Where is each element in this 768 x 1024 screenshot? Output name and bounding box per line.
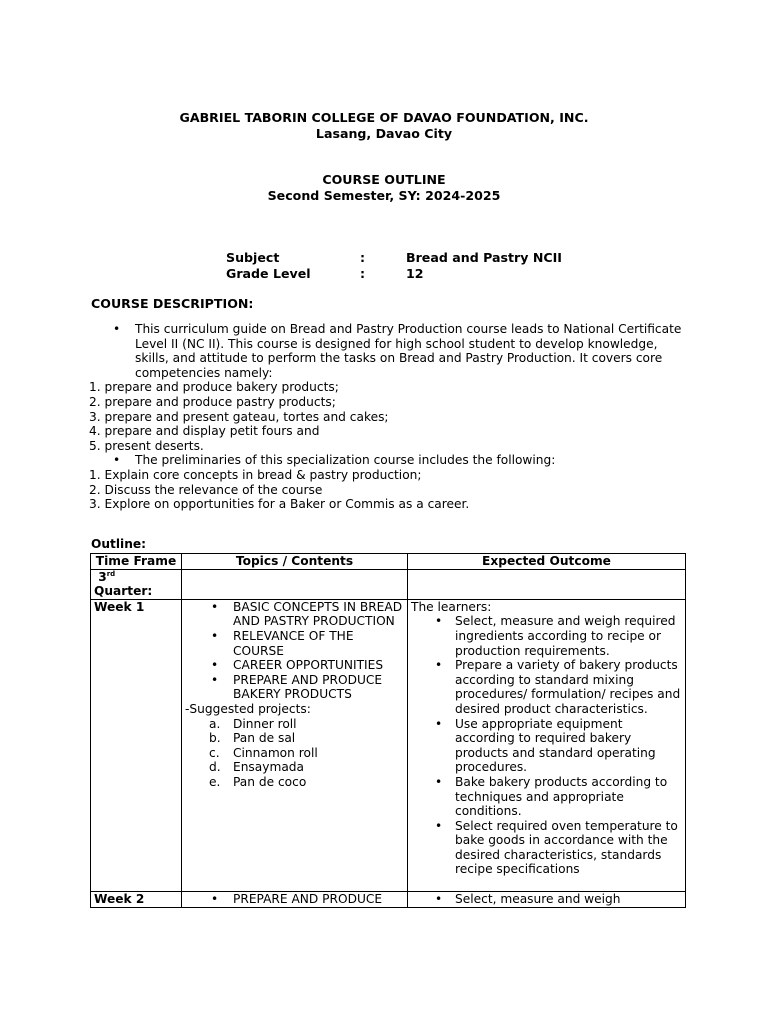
project-item (209, 774, 404, 790)
bullet-icon: • (113, 453, 121, 468)
project-item (209, 760, 404, 775)
project-text: Cinnamon roll (233, 745, 318, 760)
grade-label: Grade Level (226, 266, 311, 281)
document-title: COURSE OUTLINE (322, 172, 446, 187)
project-marker: b. (209, 731, 221, 746)
project-item (209, 716, 404, 732)
competency-item: 3. prepare and present gateau, tortes and cakes; (89, 409, 389, 424)
outcome-item: • Use appropriate equipment according to required bakery products and standard operating procedures. (455, 717, 682, 775)
table-header-row (91, 554, 686, 570)
semester-label: Second Semester, SY: 2024-2025 (267, 187, 501, 203)
prelim-item: 1. Explain core concepts in bread & pastry production; (89, 467, 422, 482)
header-time-frame: Time Frame (91, 554, 182, 570)
outcomes-list (411, 892, 682, 907)
topics-list (185, 600, 404, 702)
header-outcome: Expected Outcome (408, 554, 686, 570)
document-title-block (0, 172, 768, 203)
subject-label: Subject (226, 250, 280, 265)
table-row (91, 892, 686, 908)
description-bullet (89, 322, 689, 380)
grade-value: 12 (406, 266, 424, 281)
learners-label: The learners: (411, 599, 492, 614)
project-marker: e. (209, 774, 221, 789)
outcome-item: • Select, measure and weigh required ingredients according to recipe or production requirements. (455, 614, 682, 658)
prelim-bullet (89, 453, 689, 468)
topic-item: • PREPARE AND PRODUCE BAKERY PRODUCTS (233, 673, 404, 702)
competency-list (89, 380, 689, 453)
quarter-suffix: rd (106, 569, 116, 578)
outcome-item: • Select, measure and weigh (455, 892, 682, 907)
projects-list (185, 717, 404, 790)
topic-item: • PREPARE AND PRODUCE (233, 892, 404, 907)
table-row (91, 599, 686, 891)
outline-table (90, 553, 686, 908)
prelim-item: 3. Explore on opportunities for a Baker or Commis as a career. (89, 497, 470, 512)
project-item (209, 745, 404, 761)
project-text: Ensaymada (233, 760, 305, 775)
prelim-intro: The preliminaries of this specialization course includes the following: (135, 453, 556, 468)
competency-item: 5. present deserts. (89, 438, 204, 453)
week-label: Week 1 (91, 599, 182, 891)
subject-row (226, 251, 562, 267)
outcome-item: • Select required oven temperature to bake goods in accordance with the desired characteristics, standards recipe specifications (455, 819, 682, 877)
course-description (89, 322, 689, 512)
quarter-cell (91, 569, 182, 599)
topic-item: • BASIC CONCEPTS IN BREAD AND PASTRY PRODUCTION (233, 600, 404, 629)
project-marker: c. (209, 745, 220, 760)
project-text: Dinner roll (233, 716, 297, 731)
project-text: Pan de sal (233, 731, 296, 746)
empty-cell (182, 569, 408, 599)
topic-item: • RELEVANCE OF THE COURSE (233, 629, 404, 658)
competency-item: 2. prepare and produce pastry products; (89, 394, 336, 409)
school-location: Lasang, Davao City (315, 125, 453, 141)
bullet-icon: • (113, 322, 121, 336)
suggested-projects-label: -Suggested projects: (185, 701, 311, 716)
prelim-item: 2. Discuss the relevance of the course (89, 482, 323, 497)
header-topics: Topics / Contents (182, 554, 408, 570)
school-name: GABRIEL TABORIN COLLEGE OF DAVAO FOUNDATION, INC. (179, 110, 589, 125)
grade-colon: : (360, 266, 366, 281)
quarter-word: Quarter: (94, 584, 153, 599)
week-label: Week 2 (91, 892, 182, 908)
outcomes-cell (408, 599, 686, 891)
school-header (0, 110, 768, 141)
empty-cell (408, 569, 686, 599)
subject-info (226, 251, 562, 283)
prelim-list (89, 468, 689, 512)
course-description-heading: COURSE DESCRIPTION: (91, 296, 254, 311)
outcome-item: • Bake bakery products according to techniques and appropriate conditions. (455, 775, 682, 819)
table-row (91, 569, 686, 599)
outcomes-list (411, 614, 682, 877)
topics-cell (182, 892, 408, 908)
grade-row (226, 267, 562, 283)
project-item (209, 731, 404, 746)
outline-heading: Outline: (91, 537, 147, 551)
competency-item: 4. prepare and display petit fours and (89, 424, 320, 439)
topics-cell (182, 599, 408, 891)
description-intro: This curriculum guide on Bread and Pastry Production course leads to National Certificate Level II (NC II). This course is designed for high school student to develop knowledge, skills, and attitude to perform the tasks on Bread and Pastry Production. It covers core competencies namely: (135, 322, 682, 380)
competency-item: 1. prepare and produce bakery products; (89, 380, 339, 395)
topics-list (185, 892, 404, 907)
outcome-item: • Prepare a variety of bakery products according to standard mixing procedures/ formulation/ recipes and desired product characteristics. (455, 658, 682, 716)
project-text: Pan de coco (233, 774, 307, 789)
subject-value: Bread and Pastry NCII (406, 250, 562, 265)
spacer (411, 877, 682, 891)
project-marker: d. (209, 760, 221, 775)
outcomes-cell (408, 892, 686, 908)
project-marker: a. (209, 716, 221, 731)
topic-item: • CAREER OPPORTUNITIES (233, 658, 404, 673)
subject-colon: : (360, 250, 366, 265)
quarter-number: 3 (98, 569, 107, 584)
